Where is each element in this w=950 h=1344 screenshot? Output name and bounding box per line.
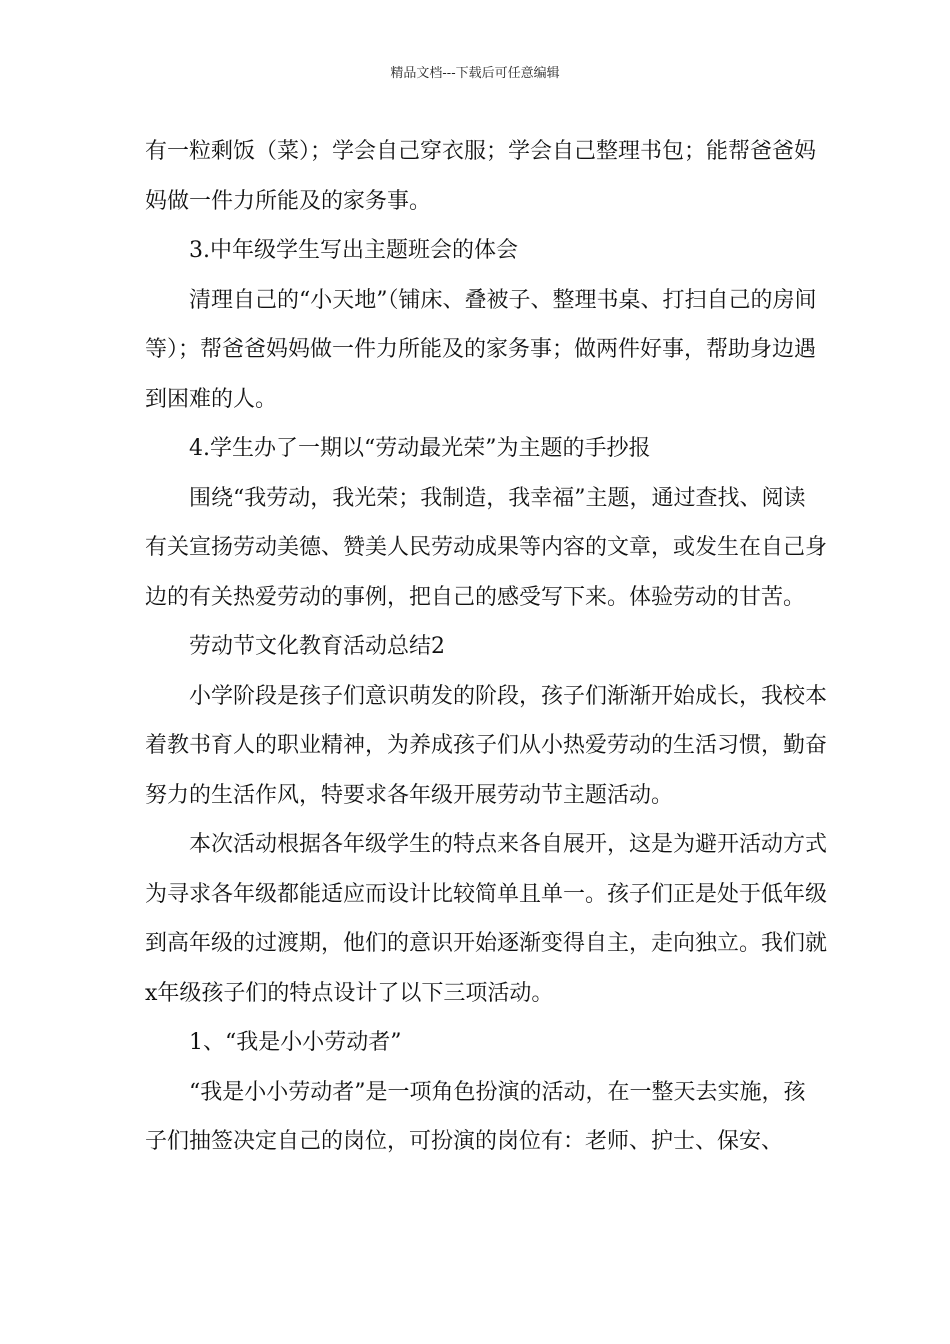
document-subtitle: 劳动节文化教育活动总结2 — [189, 634, 445, 659]
document-body — [145, 127, 827, 1167]
paragraph: 围绕“我劳动，我光荣；我制造，我幸福”主题，通过查找、阅读有关宣扬劳动美德、赞美人民劳动成果等内容的文章，或发生在自己身边的有关热爱劳动的事例，把自己的感受写下来。体验劳动的甘苦。 — [145, 485, 828, 610]
paragraph: 清理自己的“小天地”（铺床、叠被子、整理书桌、打扫自己的房间等）；帮爸爸妈妈做一件力所能及的家务事；做两件好事，帮助身边遇到困难的人。 — [145, 287, 817, 412]
paragraph: 有一粒剩饭（菜）；学会自己穿衣服；学会自己整理书包；能帮爸爸妈妈做一件力所能及的家务事。 — [145, 139, 817, 214]
section-heading: 1、“我是小小劳动者” — [189, 1030, 402, 1055]
page-header: 精品文档---下载后可任意编辑 — [390, 66, 560, 81]
paragraph: 小学阶段是孩子们意识萌发的阶段，孩子们渐渐开始成长，我校本着教书育人的职业精神，为养成孩子们从小热爱劳动的生活习惯，勤奋努力的生活作风，特要求各年级开展劳动节主题活动。 — [145, 683, 828, 808]
section-heading: 4.学生办了一期以“劳动最光荣”为主题的手抄报 — [189, 436, 651, 461]
paragraph: “我是小小劳动者”是一项角色扮演的活动，在一整天去实施，孩子们抽签决定自己的岗位，可扮演的岗位有：老师、护士、保安、 — [145, 1079, 806, 1154]
section-heading: 3.中年级学生写出主题班会的体会 — [189, 238, 518, 263]
paragraph: 本次活动根据各年级学生的特点来各自展开，这是为避开活动方式为寻求各年级都能适应而设计比较简单且单一。孩子们正是处于低年级到高年级的过渡期，他们的意识开始逐渐变得自主，走向独立。我们就x年级孩子们的特点设计了以下三项活动。 — [145, 832, 828, 1006]
